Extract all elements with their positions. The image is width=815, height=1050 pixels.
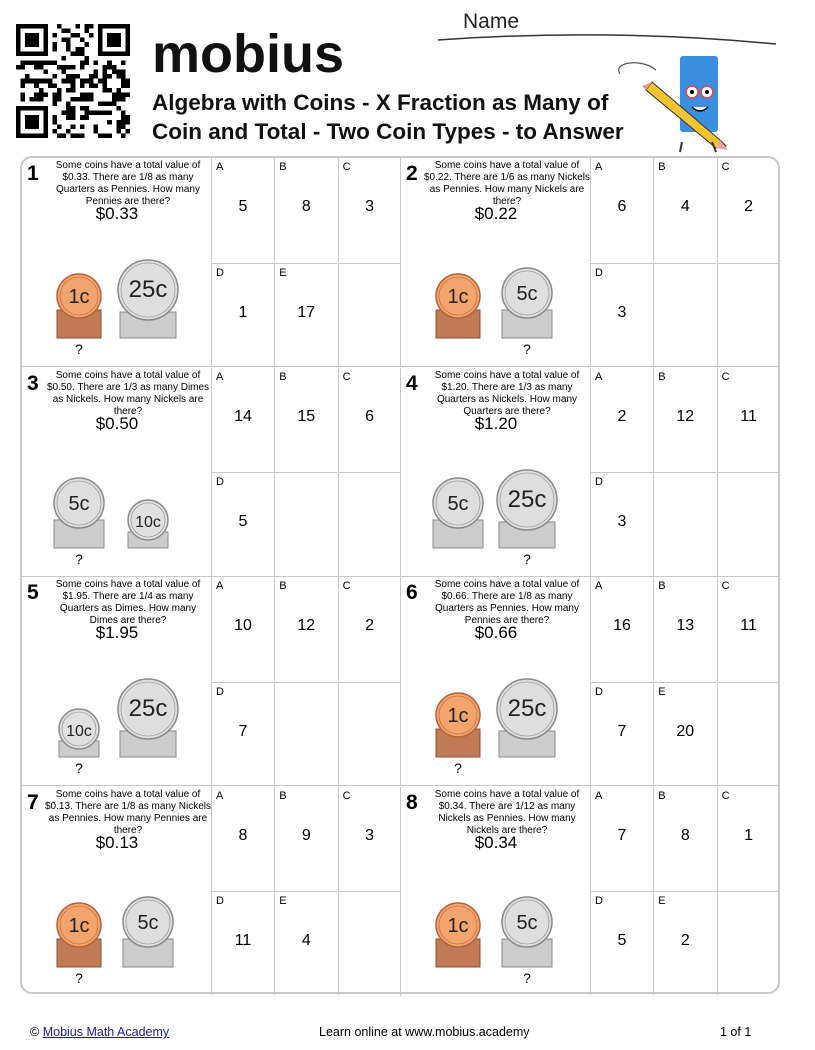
choice-value: 6 — [365, 407, 375, 425]
problem-text: Some coins have a total value of $1.95. There are 1/4 as many Quarters as Dimes. How many Dimes are there? — [55, 579, 201, 626]
choice-value: 10 — [234, 617, 252, 634]
problem-grid — [20, 156, 780, 994]
name-label: Name — [463, 10, 520, 33]
choice-value: 3 — [365, 198, 375, 215]
penny-coin — [57, 274, 101, 338]
choice-letter: D — [216, 476, 224, 488]
choice-letter: D — [595, 895, 603, 907]
total-value: $0.13 — [95, 832, 139, 852]
problem-cell — [22, 787, 401, 996]
problem-text: Some coins have a total value of $0.33. There are 1/8 as many Quarters as Pennies. How many Pennies are there? — [55, 160, 201, 207]
choice-value: 2 — [365, 617, 375, 634]
choice-letter: B — [658, 161, 666, 173]
nickel-coin — [123, 897, 173, 967]
problem-cell — [22, 158, 401, 367]
problem-cell — [401, 577, 780, 786]
choice-letter: E — [658, 895, 666, 907]
problem-number: 8 — [406, 790, 418, 814]
choice-letter: D — [595, 685, 603, 698]
footer-copyright — [30, 1025, 169, 1039]
coin-illustration — [401, 677, 591, 777]
answer-choice-a[interactable] — [590, 787, 653, 891]
answer-choice-e[interactable] — [653, 891, 716, 995]
choice-value: 4 — [301, 932, 311, 949]
penny-coin — [436, 693, 480, 757]
choice-letter: D — [595, 476, 603, 488]
answer-choices — [590, 158, 780, 367]
choice-letter: D — [216, 685, 224, 698]
choice-value: 20 — [676, 722, 695, 740]
total-value: $0.50 — [95, 413, 139, 433]
answer-choice-e[interactable] — [653, 682, 716, 786]
problem-number: 3 — [27, 371, 39, 395]
choice-letter: A — [216, 370, 224, 383]
coin-label: 25c — [507, 695, 547, 722]
mascot-pencil-character — [612, 52, 742, 156]
answer-choice-d[interactable] — [211, 682, 274, 786]
quarter-coin — [118, 260, 178, 338]
problem-text: Some coins have a total value of $0.13. There are 1/8 as many Nickels as Pennies. How many Pennies are there? — [45, 788, 212, 836]
choice-letter: C — [342, 580, 351, 592]
choice-value: 8 — [680, 826, 690, 844]
answer-choice-c[interactable] — [338, 368, 401, 472]
footer-center-text: Learn online at www.mobius.academy — [319, 1025, 530, 1039]
answer-choice-d[interactable] — [590, 263, 653, 367]
empty-choice-slot — [338, 472, 401, 576]
choice-letter: C — [342, 161, 351, 173]
problem-cell — [401, 787, 780, 996]
coin-illustration — [22, 468, 212, 568]
choice-value: 7 — [617, 826, 627, 844]
answer-choice-b[interactable] — [274, 368, 337, 472]
coin-label: 5c — [447, 492, 469, 515]
problem-cell — [22, 368, 401, 577]
choice-value: 8 — [301, 198, 311, 215]
answer-choice-b[interactable] — [653, 368, 716, 472]
answer-choice-b[interactable] — [274, 158, 337, 262]
choice-value: 2 — [680, 932, 690, 949]
coin-label: 5c — [516, 911, 538, 934]
answer-choice-a[interactable] — [590, 577, 653, 681]
answer-choice-a[interactable] — [211, 787, 274, 891]
coin-label: 5c — [137, 911, 159, 934]
choice-value: 15 — [297, 407, 316, 425]
quarter-coin — [497, 470, 557, 548]
coin-illustration — [22, 258, 212, 358]
problem-text: Some coins have a total value of $0.34. There are 1/12 as many Nickels as Pennies. How many Nickels are there? — [434, 788, 580, 836]
choice-value: 1 — [744, 826, 754, 844]
choice-value: 4 — [680, 198, 690, 215]
answer-choice-a[interactable] — [211, 577, 274, 681]
choice-letter: A — [595, 789, 603, 802]
choice-letter: A — [216, 789, 224, 802]
choice-letter: E — [279, 895, 287, 907]
unknown-marker: ? — [454, 760, 462, 776]
answer-choice-c[interactable] — [717, 368, 780, 472]
problem-number: 4 — [406, 371, 418, 395]
qr-code — [16, 24, 130, 138]
choice-letter: C — [721, 161, 730, 173]
choice-value: 11 — [740, 617, 757, 634]
nickel-coin — [433, 478, 483, 548]
coin-label: 5c — [68, 492, 90, 515]
answer-choice-c[interactable] — [717, 787, 780, 891]
empty-choice-slot — [338, 682, 401, 786]
empty-choice-slot — [274, 472, 337, 576]
answer-choices — [590, 787, 780, 996]
choice-letter: B — [279, 161, 287, 173]
coin-label: 1c — [447, 286, 469, 308]
choice-letter: A — [216, 580, 224, 592]
problem-number: 5 — [27, 581, 39, 604]
unknown-marker: ? — [75, 760, 83, 776]
choice-letter: C — [342, 370, 351, 383]
problem-text: Some coins have a total value of $0.66. There are 1/8 as many Quarters as Pennies. How many Pennies are there? — [434, 579, 580, 626]
coin-label: 25c — [507, 485, 547, 513]
coin-label: 1c — [68, 286, 90, 308]
answer-choice-b[interactable] — [653, 158, 716, 262]
answer-choices — [211, 368, 401, 577]
dime-coin — [128, 500, 168, 548]
answer-choice-b[interactable] — [274, 577, 337, 681]
choice-value: 1 — [238, 303, 248, 321]
copyright-symbol: © — [30, 1025, 40, 1039]
worksheet-title: Algebra with Coins - X Fraction as Many of Coin and Total - Two Coin Types - to Answer — [152, 90, 624, 144]
empty-choice-slot — [338, 891, 401, 995]
choice-letter: D — [595, 266, 603, 279]
answer-choice-b[interactable] — [653, 787, 716, 891]
choice-letter: A — [595, 161, 603, 173]
choice-value: 12 — [676, 407, 695, 425]
answer-choice-e[interactable] — [274, 263, 337, 367]
problem-cell — [22, 577, 401, 786]
answer-choice-a[interactable] — [211, 158, 274, 262]
choice-letter: C — [721, 580, 730, 592]
empty-choice-slot — [274, 682, 337, 786]
empty-choice-slot — [717, 263, 780, 367]
answer-choice-d[interactable] — [211, 891, 274, 995]
choice-value: 2 — [744, 198, 754, 215]
penny-coin — [436, 903, 480, 967]
coin-illustration — [401, 887, 591, 987]
choice-value: 11 — [740, 407, 757, 425]
footer-page-number: 1 of 1 — [720, 1025, 752, 1039]
choice-value: 3 — [617, 513, 627, 530]
answer-choice-d[interactable] — [590, 891, 653, 995]
choice-value: 5 — [617, 932, 627, 949]
answer-choice-b[interactable] — [653, 577, 716, 681]
answer-choice-c[interactable] — [717, 158, 780, 262]
coin-illustration — [22, 887, 212, 987]
dime-coin — [59, 709, 99, 757]
problem-number: 2 — [406, 162, 418, 185]
answer-choices — [590, 577, 780, 786]
answer-choice-c[interactable] — [338, 787, 401, 891]
total-value: $1.20 — [474, 413, 518, 433]
choice-letter: A — [595, 580, 603, 592]
choice-letter: B — [279, 370, 287, 383]
coin-label: 5c — [516, 283, 538, 305]
choice-letter: D — [216, 895, 224, 907]
coin-label: 1c — [68, 914, 90, 937]
choice-letter: E — [279, 266, 287, 279]
answer-choice-a[interactable] — [211, 368, 274, 472]
choice-letter: B — [658, 370, 666, 383]
choice-letter: B — [658, 580, 666, 592]
choice-letter: B — [658, 789, 666, 802]
answer-choice-d[interactable] — [590, 682, 653, 786]
nickel-coin — [502, 268, 552, 338]
coin-illustration — [401, 258, 591, 358]
unknown-marker: ? — [523, 969, 531, 986]
empty-choice-slot — [717, 472, 780, 576]
coin-label: 25c — [128, 276, 168, 303]
empty-choice-slot — [338, 263, 401, 367]
answer-choices — [211, 577, 401, 786]
answer-choice-d[interactable] — [211, 472, 274, 576]
empty-choice-slot — [653, 263, 716, 367]
choice-value: 12 — [297, 617, 316, 634]
choice-value: 5 — [238, 513, 248, 530]
mobius-academy-link[interactable]: Mobius Math Academy — [42, 1025, 170, 1039]
empty-choice-slot — [653, 472, 716, 576]
answer-choice-c[interactable] — [338, 577, 401, 681]
choice-value: 7 — [617, 722, 627, 740]
choice-letter: A — [595, 370, 603, 383]
answer-choice-c[interactable] — [338, 158, 401, 262]
empty-choice-slot — [717, 682, 780, 786]
answer-choices — [590, 368, 780, 577]
coin-label: 1c — [447, 914, 469, 937]
penny-coin — [57, 903, 101, 967]
problem-number: 1 — [27, 162, 39, 185]
choice-value: 3 — [617, 303, 627, 321]
logo-text: mobius — [152, 24, 345, 84]
penny-coin — [436, 274, 480, 338]
nickel-coin — [54, 478, 104, 548]
unknown-marker: ? — [75, 969, 83, 986]
choice-letter: B — [279, 580, 287, 592]
problem-cell — [401, 368, 780, 577]
choice-value: 2 — [617, 407, 627, 425]
choice-letter: D — [216, 266, 224, 279]
quarter-coin — [118, 679, 178, 757]
choice-letter: B — [279, 789, 287, 802]
choice-value: 11 — [234, 932, 252, 949]
unknown-marker: ? — [75, 341, 83, 357]
choice-value: 16 — [613, 617, 631, 634]
quarter-coin — [497, 679, 557, 757]
choice-letter: E — [658, 685, 666, 698]
choice-letter: C — [342, 789, 351, 802]
coin-label: 10c — [135, 513, 161, 531]
mobius-logo — [152, 24, 344, 84]
choice-value: 3 — [365, 826, 375, 844]
choice-value: 7 — [238, 722, 248, 740]
problem-number: 7 — [27, 790, 39, 814]
total-value: $0.33 — [95, 204, 139, 223]
total-value: $0.66 — [474, 623, 518, 642]
unknown-marker: ? — [523, 341, 531, 357]
choice-value: 13 — [676, 617, 695, 634]
problem-number: 6 — [406, 581, 418, 604]
choice-value: 14 — [234, 407, 252, 425]
unknown-marker: ? — [523, 550, 531, 567]
choice-value: 17 — [297, 303, 316, 321]
coin-label: 1c — [447, 705, 469, 727]
answer-choices — [211, 787, 401, 996]
total-value: $0.22 — [474, 204, 518, 223]
answer-choice-b[interactable] — [274, 787, 337, 891]
coin-illustration — [22, 677, 212, 777]
coin-label: 25c — [128, 695, 168, 722]
answer-choice-e[interactable] — [274, 891, 337, 995]
choice-value: 5 — [238, 198, 248, 215]
total-value: $1.95 — [95, 623, 139, 642]
choice-value: 9 — [301, 826, 311, 844]
answer-choice-d[interactable] — [211, 263, 274, 367]
unknown-marker: ? — [75, 550, 83, 567]
choice-value: 8 — [238, 826, 248, 844]
problem-cell — [401, 158, 780, 367]
problem-text: Some coins have a total value of $0.50. There are 1/3 as many Dimes as Nickels. How many Nickels are there? — [46, 369, 210, 417]
coin-illustration — [401, 468, 591, 568]
nickel-coin — [502, 897, 552, 967]
empty-choice-slot — [717, 891, 780, 995]
answer-choice-a[interactable] — [590, 158, 653, 262]
choice-letter: C — [721, 370, 730, 383]
choice-value: 6 — [617, 198, 627, 215]
answer-choice-d[interactable] — [590, 472, 653, 576]
answer-choices — [211, 158, 401, 367]
choice-letter: C — [721, 789, 730, 802]
answer-choice-c[interactable] — [717, 577, 780, 681]
coin-label: 10c — [66, 723, 92, 740]
problem-text: Some coins have a total value of $0.22. There are 1/6 as many Nickels as Pennies. How many Nickels are there? — [424, 160, 591, 207]
answer-choice-a[interactable] — [590, 368, 653, 472]
total-value: $0.34 — [474, 832, 518, 852]
choice-letter: A — [216, 161, 224, 173]
problem-text: Some coins have a total value of $1.20. There are 1/3 as many Quarters as Nickels. How many Quarters are there? — [434, 369, 580, 417]
